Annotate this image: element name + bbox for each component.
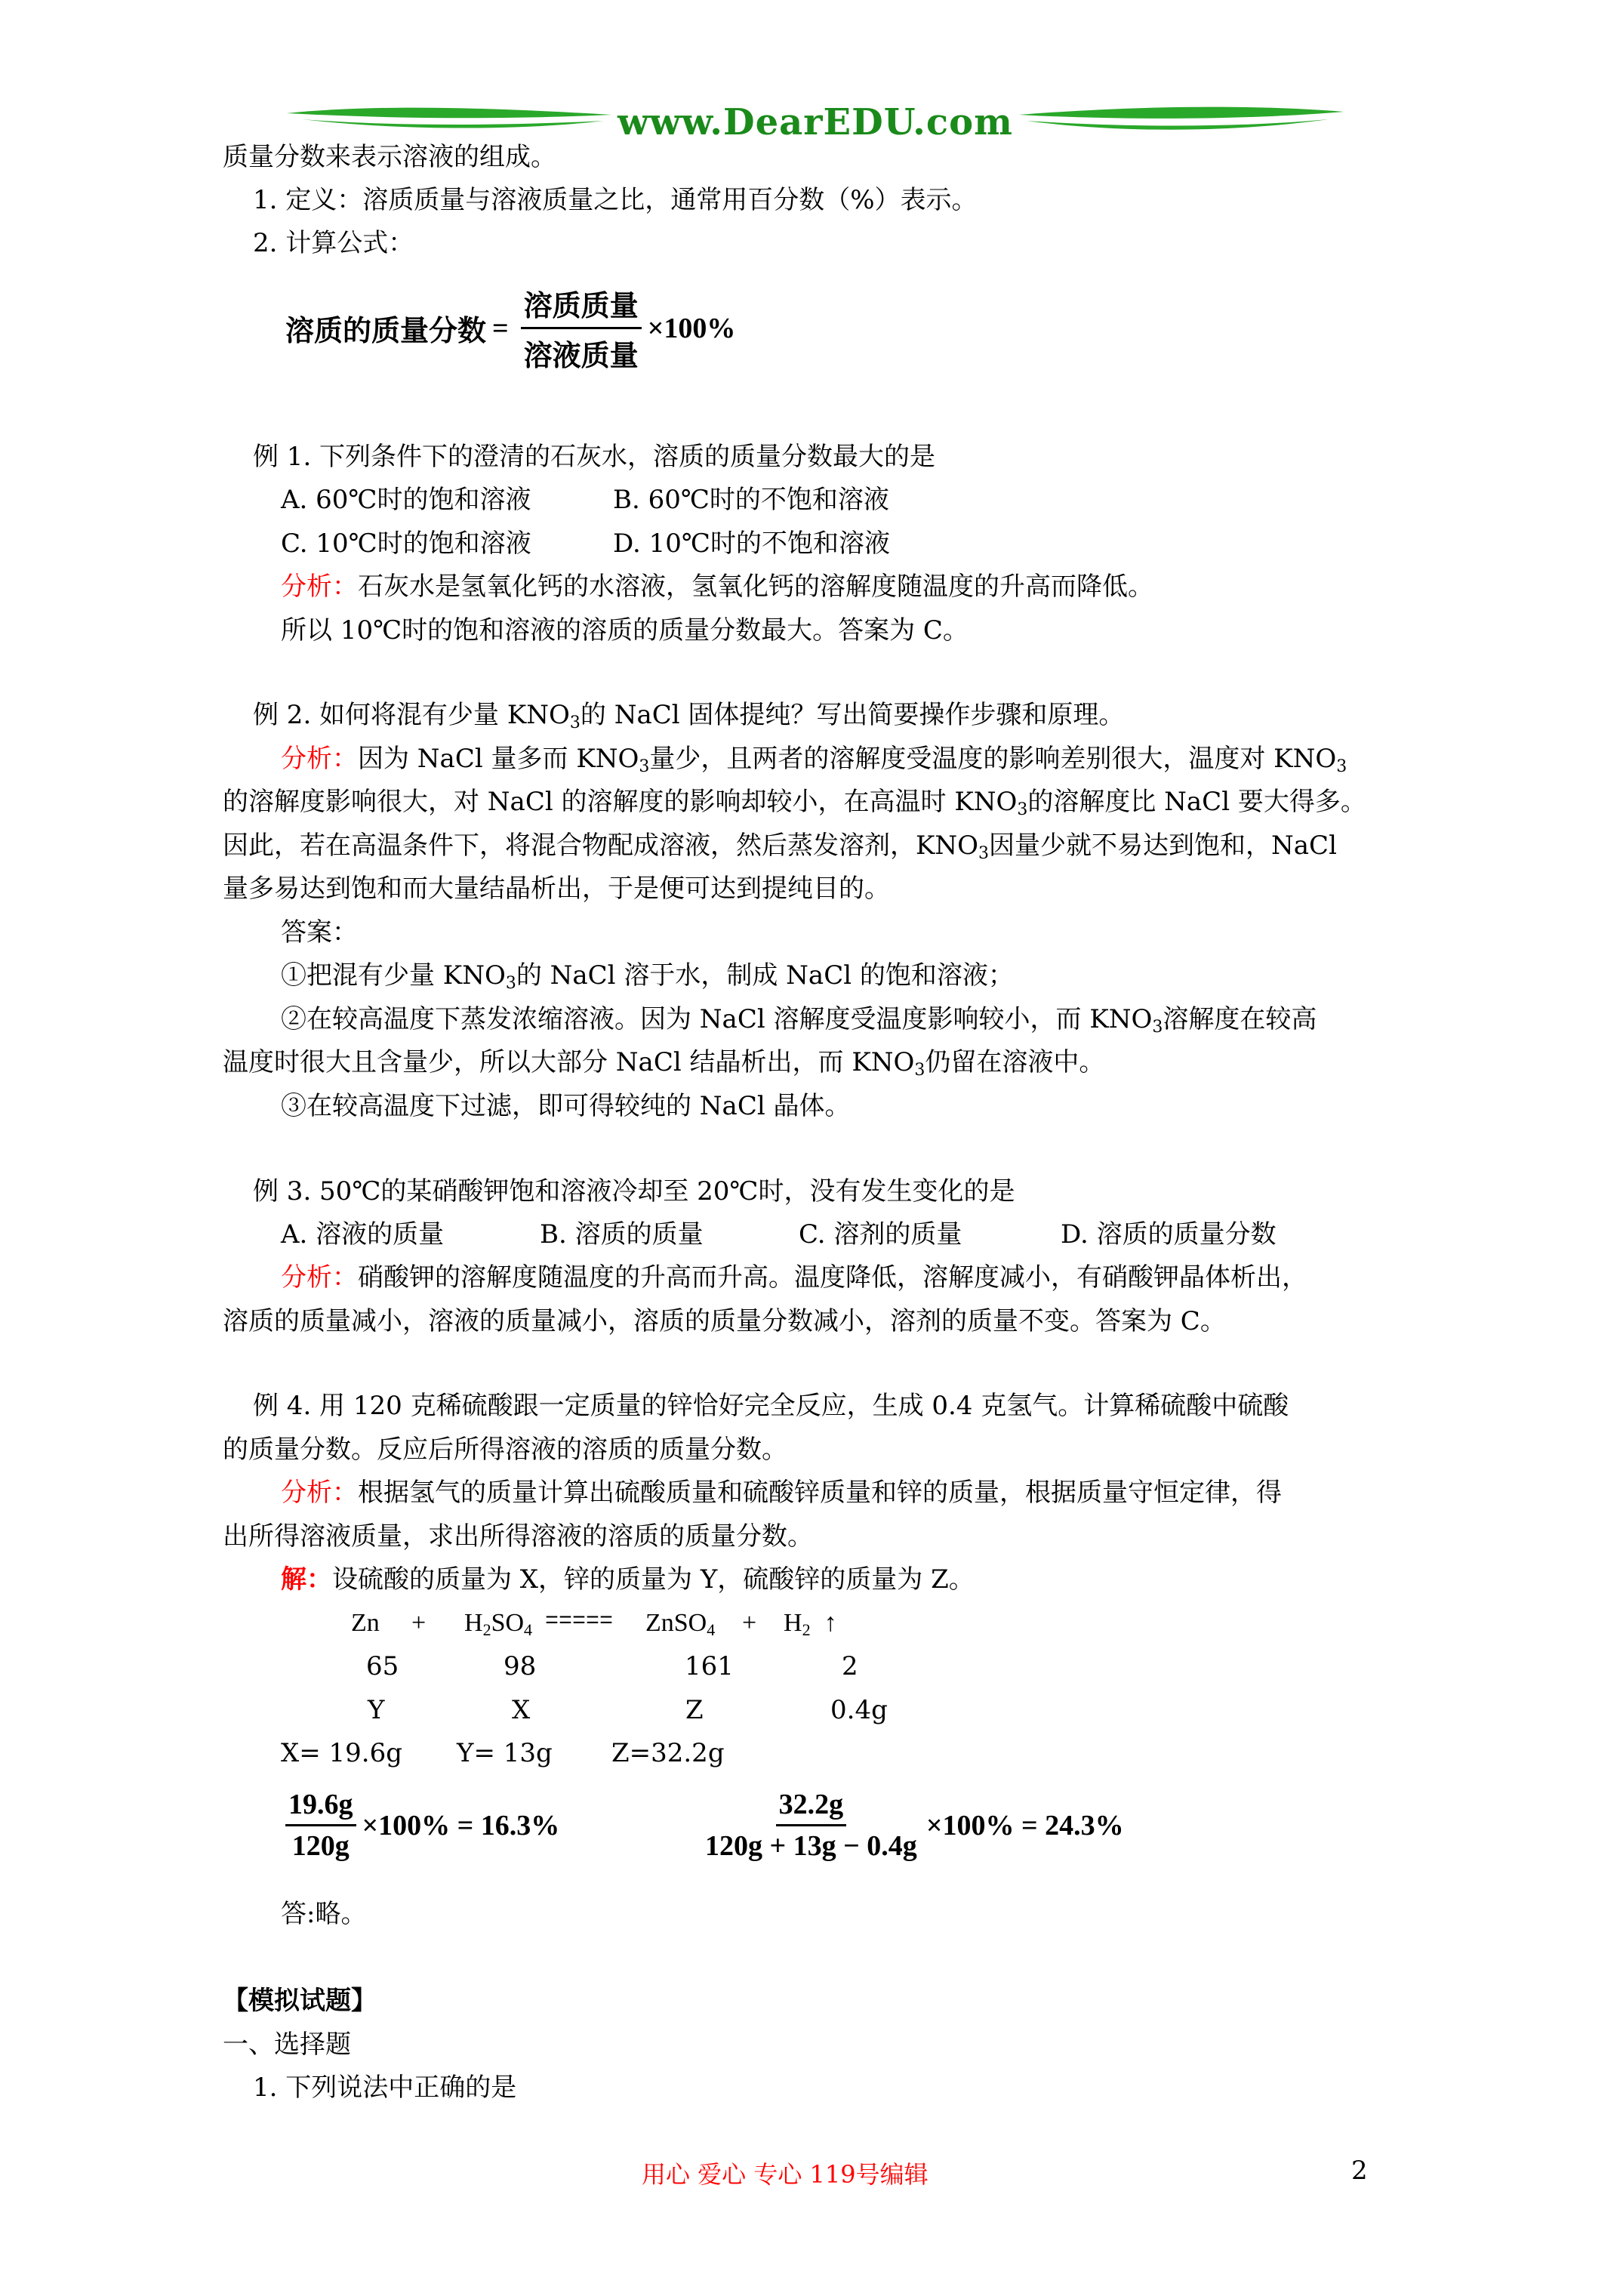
eq-zn: Zn <box>351 1609 380 1637</box>
calc-2-denominator: 120g + 13g − 0.4g <box>705 1830 917 1862</box>
var-x: X <box>512 1695 531 1725</box>
analysis-label: 分析： <box>281 572 358 602</box>
ex2-step-3: ③在较高温度下过滤，即可得较纯的 NaCl 晶体。 <box>281 1091 851 1121</box>
formula-times: ×100% <box>647 312 736 344</box>
formula-denominator: 溶液质量 <box>523 341 639 372</box>
mock-question-1: 1. 下列说法中正确的是 <box>253 2073 517 2103</box>
ex4-question-line-1: 例 4. 用 120 克稀硫酸跟一定质量的锌恰好完全反应，生成 0.4 克氢气。计算稀硫酸中硫酸 <box>253 1391 1289 1421</box>
ex3-option-d: D. 溶质的质量分数 <box>1061 1219 1277 1250</box>
eq-h2: $H_2$ ↑ <box>784 1609 837 1639</box>
calc-1-denominator: 120g <box>291 1830 350 1862</box>
ex2-analysis-line-4: 量多易达到饱和而大量结晶析出，于是便可达到提纯目的。 <box>223 874 890 904</box>
analysis-label: 分析： <box>281 1478 358 1508</box>
ex1-analysis: 分析：石灰水是氢氧化钙的水溶液，氢氧化钙的溶解度随温度的升高而降低。 <box>281 572 1153 602</box>
ex3-analysis-line-2: 溶质的质量减小，溶液的质量减小，溶质的质量分数减小，溶剂的质量不变。答案为 C。 <box>223 1306 1226 1336</box>
intro-text: 质量分数来表示溶液的组成。 <box>223 142 556 172</box>
ex1-conclusion: 所以 10℃时的饱和溶液的溶质的质量分数最大。答案为 C。 <box>281 615 969 646</box>
ex1-option-b: B. 60℃时的不饱和溶液 <box>613 485 889 515</box>
ex2-answer-label: 答案： <box>281 917 358 948</box>
eq-h2so4: $H_2SO_4$ <box>464 1609 533 1639</box>
ex4-analysis-line-2: 出所得溶液质量，求出所得溶液的溶质的质量分数。 <box>223 1521 813 1552</box>
ex3-option-b: B. 溶质的质量 <box>540 1219 704 1250</box>
page-number: 2 <box>1351 2156 1368 2186</box>
definition-1: 1. 定义：溶质质量与溶液质量之比，通常用百分数（%）表示。 <box>253 185 978 215</box>
var-y: Y <box>368 1695 385 1725</box>
calc-2-numerator: 32.2g <box>776 1788 847 1826</box>
mass-fraction-formula <box>285 282 735 374</box>
ex1-option-a: A. 60℃时的饱和溶液 <box>281 485 531 515</box>
ex3-option-a: A. 溶液的质量 <box>281 1219 445 1250</box>
ex4-solution: 解：设硫酸的质量为 X，锌的质量为 Y，硫酸锌的质量为 Z。 <box>281 1564 975 1595</box>
analysis-label: 分析： <box>281 1262 358 1293</box>
mass-znso4: 161 <box>685 1651 734 1681</box>
ex4-question-line-2: 的质量分数。反应后所得溶液的溶质的质量分数。 <box>223 1435 787 1465</box>
definition-2: 2. 计算公式： <box>253 228 414 258</box>
eq-znso4: ZnSO$_4$ <box>645 1609 716 1639</box>
ex1-question: 例 1. 下列条件下的澄清的石灰水，溶质的质量分数最大的是 <box>253 442 936 472</box>
var-h2-mass: 0.4g <box>830 1695 888 1725</box>
result-y: Y= 13g <box>457 1738 553 1768</box>
ex2-analysis-line-3: 因此，若在高温条件下，将混合物配成溶液，然后蒸发溶剂，$KNO_3$因量少就不易达到饱和，NaCl <box>223 831 1337 863</box>
eq-yields: ===== <box>545 1609 614 1635</box>
calc-2-fraction <box>702 1788 920 1863</box>
formula-equals: = <box>492 312 509 344</box>
mass-zn: 65 <box>366 1651 399 1681</box>
ex3-question: 例 3. 50℃的某硝酸钾饱和溶液冷却至 20℃时，没有发生变化的是 <box>253 1176 1015 1207</box>
formula-numerator: 溶质质量 <box>521 282 642 329</box>
ex2-analysis-line-1: 分析：因为 NaCl 量多而 $KNO_3$量少，且两者的溶解度受温度的影响差别很大，温度对 $KNO_3$ <box>281 744 1347 776</box>
ex2-question: 例 2. 如何将混有少量 $KNO_3$的 NaCl 固体提纯？写出简要操作步骤和原理。 <box>253 700 1125 732</box>
ex1-option-c: C. 10℃时的饱和溶液 <box>281 529 531 559</box>
calc-1-fraction <box>285 1788 356 1863</box>
ex2-analysis-line-2: 的溶解度影响很大，对 NaCl 的溶解度的影响却较小，在高温时 $KNO_3$的溶解度比 NaCl 要大得多。 <box>223 787 1366 819</box>
mass-h2so4: 98 <box>504 1651 537 1681</box>
mock-test-title: 【模拟试题】 <box>223 1986 377 2016</box>
formula-fraction <box>521 282 642 374</box>
result-x: X= 19.6g <box>281 1738 402 1768</box>
solution-label: 解： <box>281 1564 332 1595</box>
var-z: Z <box>685 1695 704 1725</box>
ex1-option-d: D. 10℃时的不饱和溶液 <box>613 529 890 559</box>
calc-sulfuric-acid-fraction <box>285 1788 559 1863</box>
ex2-step-1: ①把混有少量 $KNO_3$的 NaCl 溶于水，制成 NaCl 的饱和溶液； <box>281 960 1014 993</box>
result-z: Z=32.2g <box>611 1738 725 1768</box>
page-footer: 用心 爱心 专心 119号编辑 <box>642 2160 929 2189</box>
gas-up-arrow-icon: ↑ <box>824 1609 837 1637</box>
calc-zinc-sulfate-fraction <box>702 1788 1124 1863</box>
analysis-label: 分析： <box>281 744 358 774</box>
ex2-step-2-cont: 温度时很大且含量少，所以大部分 NaCl 结晶析出，而 $KNO_3$仍留在溶液中。 <box>223 1047 1105 1080</box>
calc-1-result: ×100% = 16.3% <box>362 1809 560 1841</box>
ex3-analysis-line-1: 分析：硝酸钾的溶解度随温度的升高而升高。温度降低，溶解度减小，有硝酸钾晶体析出， <box>281 1262 1307 1293</box>
mass-h2: 2 <box>842 1651 858 1681</box>
calc-1-numerator: 19.6g <box>285 1788 356 1826</box>
eq-plus-1: + <box>411 1609 427 1637</box>
mock-section-heading: 一、选择题 <box>223 2029 351 2060</box>
site-url: www.DearEDU.com <box>617 101 1013 143</box>
ex3-option-c: C. 溶剂的质量 <box>799 1219 962 1250</box>
ex2-step-2: ②在较高温度下蒸发浓缩溶液。因为 NaCl 溶解度受温度影响较小，而 $KNO_3$溶解度在较高 <box>281 1004 1317 1037</box>
eq-plus-2: + <box>742 1609 757 1637</box>
ex4-answer: 答:略。 <box>281 1899 367 1929</box>
calc-2-result: ×100% = 24.3% <box>925 1809 1124 1841</box>
ex4-analysis-line-1: 分析：根据氢气的质量计算出硫酸质量和硫酸锌质量和锌的质量，根据质量守恒定律，得 <box>281 1478 1282 1508</box>
formula-lhs: 溶质的质量分数 <box>285 316 487 347</box>
